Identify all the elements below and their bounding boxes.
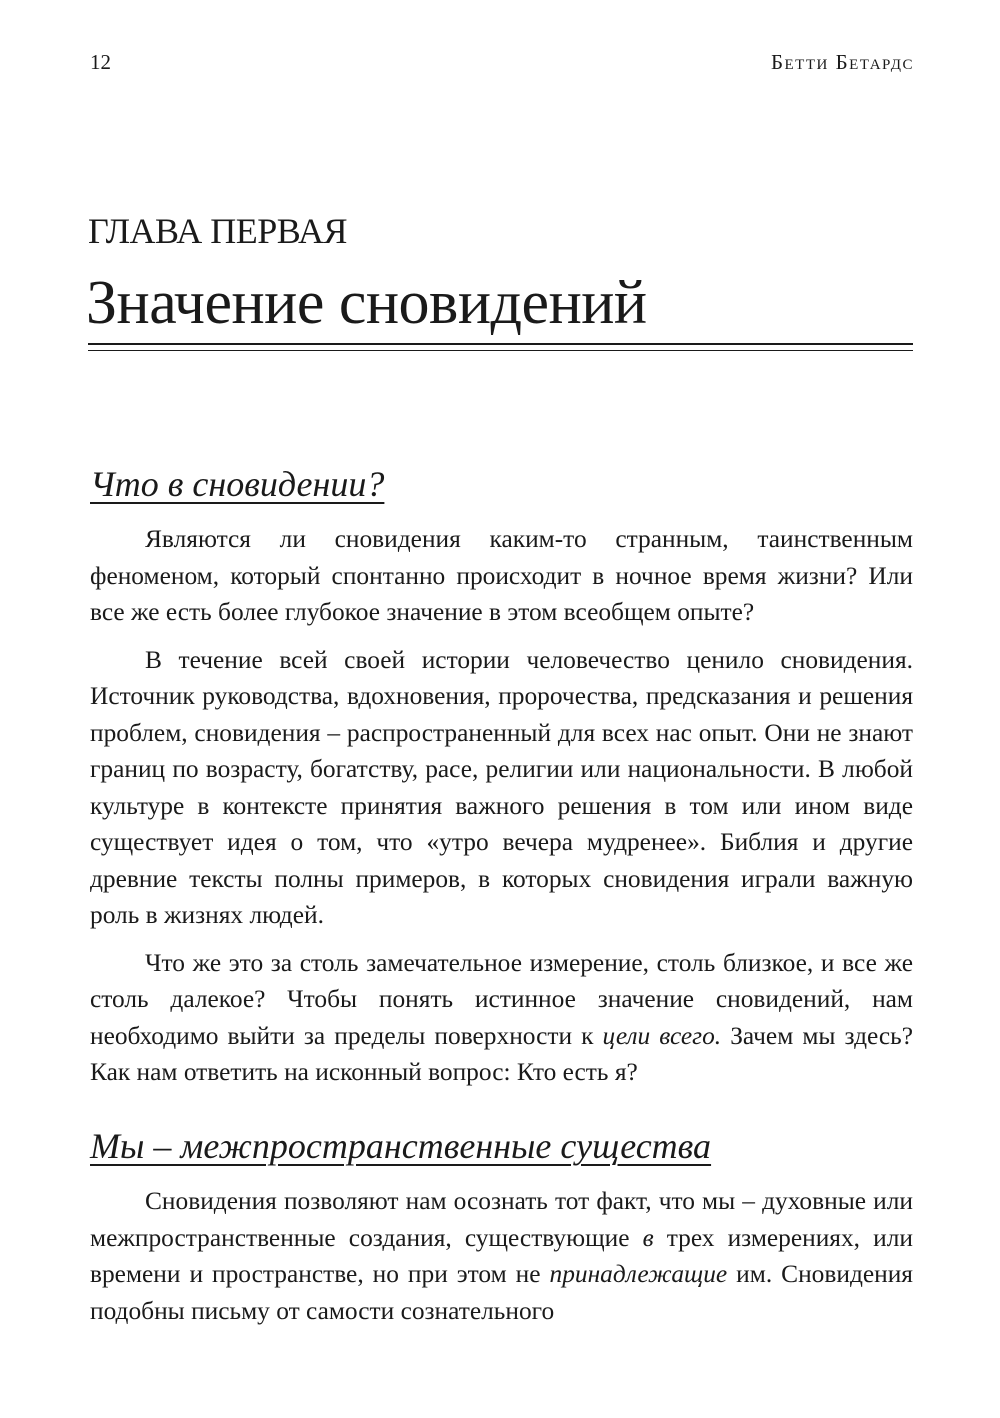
paragraph bbox=[90, 945, 913, 1091]
running-head-author: Бетти Бетардс bbox=[770, 50, 914, 74]
title-rule-thin bbox=[88, 350, 913, 351]
title-rule-thick bbox=[88, 343, 913, 345]
running-head bbox=[90, 50, 914, 80]
text-run: Зачем мы здесь? Как нам ответить на исконный вопрос: Кто есть я? bbox=[90, 1021, 914, 1086]
section-heading-what-in-dream: Что в сновидении? bbox=[90, 464, 385, 504]
emphasis-text: принадлежащие bbox=[549, 1260, 728, 1288]
section-heading-interdimensional-beings: Мы – межпространственные существа bbox=[90, 1126, 712, 1166]
emphasis-text: в bbox=[642, 1223, 654, 1252]
section-2-body bbox=[90, 1183, 913, 1340]
text-run: трех измерениях, или времени и пространстве, но при этом не bbox=[90, 1223, 913, 1288]
chapter-label: ГЛАВА ПЕРВАЯ bbox=[88, 211, 348, 251]
paragraph: В течение всей своей истории человечество ценило сновидения. Источник руководства, вдохновения, пророчества, предсказания и решения проблем, сновидения – распространенный для всех нас опыт. Они не знают границ по возрасту, богатству, расе, религии или национальности. В любой культуре в контексте принятия важного решения в том или ином виде существует идея о том, что «утро вечера мудренее». Библия и другие древние тексты полны примеров, в которых сновидения играли важную роль в жизнях людей. bbox=[90, 645, 913, 929]
text-run: Что же это за столь замечательное измерение, столь близкое, и все же столь далекое? Чтобы понять истинное значение сновидений, нам необходимо выйти за пределы поверхности к bbox=[90, 948, 913, 1050]
text-run: Сновидения позволяют нам осознать тот факт, что мы – духовные или межпространственные создания, существующие bbox=[90, 1187, 913, 1252]
paragraph: Являются ли сновидения каким-то странным, таинственным феноменом, который спонтанно происходит в ночное время жизни? Или все же есть более глубокое значение в этом всеобщем опыте? bbox=[90, 525, 913, 626]
emphasis-text: цели всего. bbox=[602, 1021, 722, 1050]
text-run: им. Сновидения подобны письму от самости сознательного bbox=[90, 1260, 913, 1325]
section-1-body bbox=[90, 521, 913, 1102]
page-number: 12 bbox=[90, 50, 111, 74]
paragraph bbox=[90, 1183, 913, 1329]
chapter-title: Значение сновидений bbox=[86, 269, 647, 337]
